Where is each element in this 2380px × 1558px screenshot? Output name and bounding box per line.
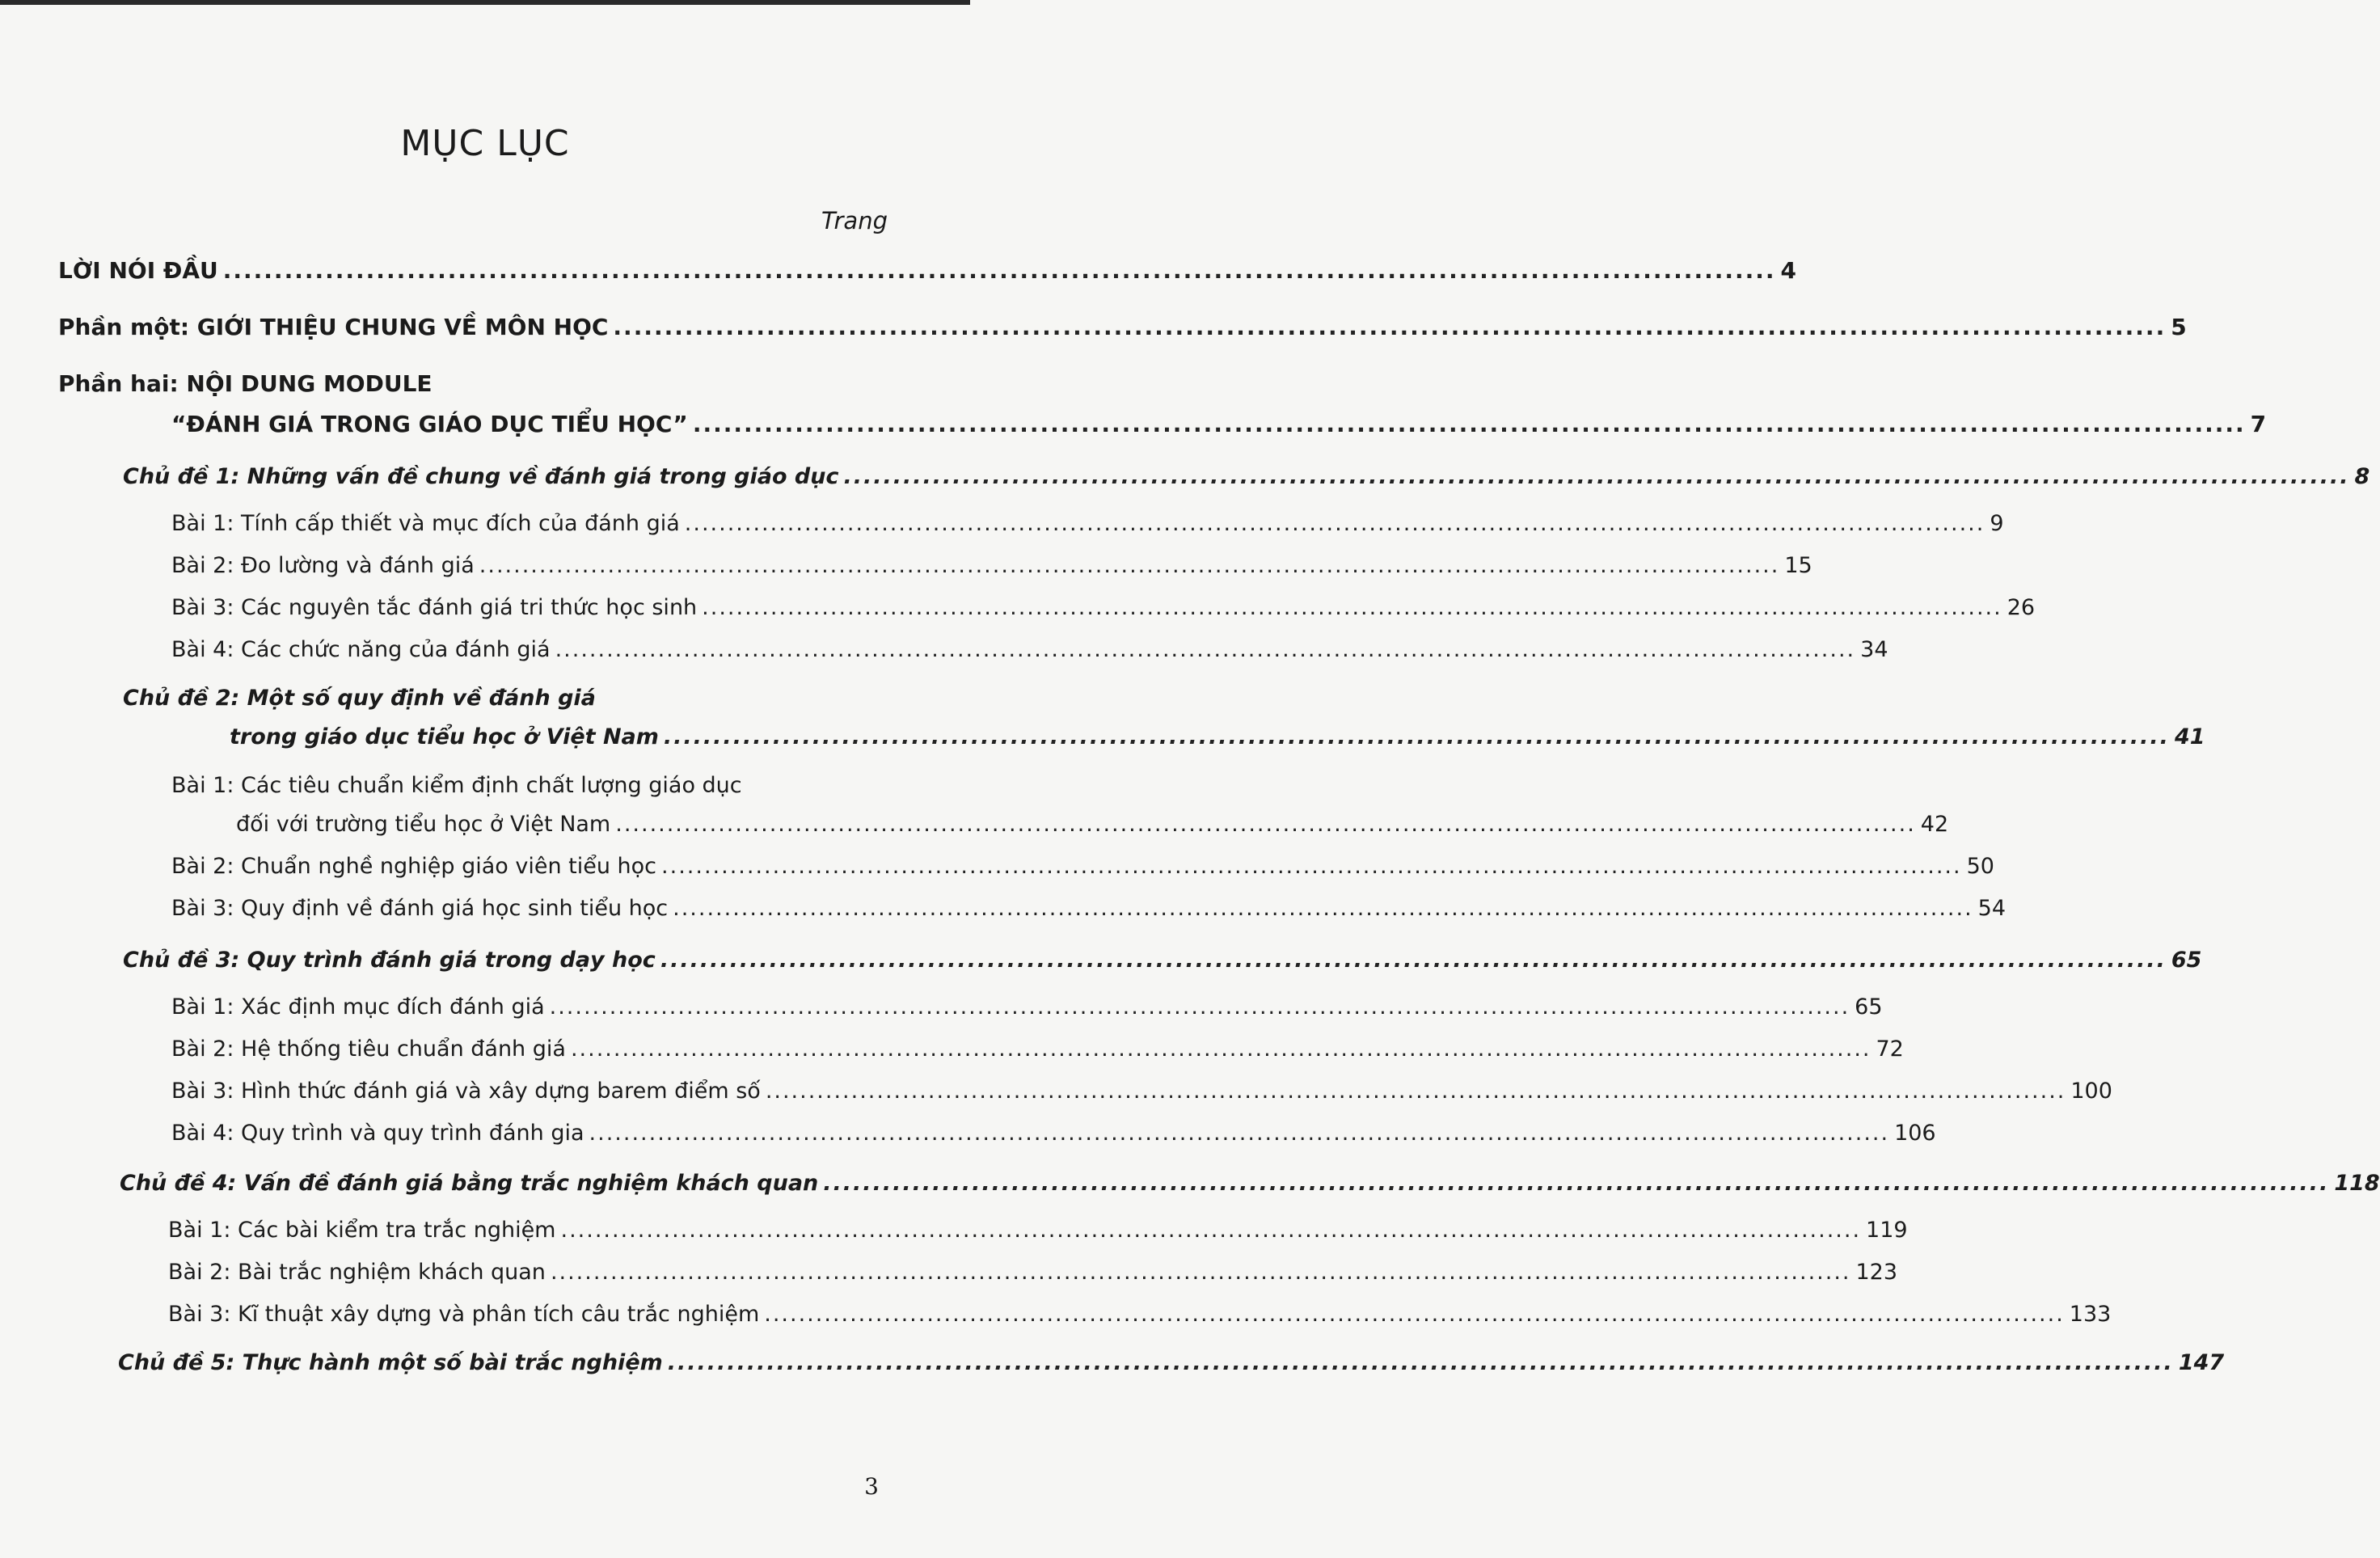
toc-entry-preface[interactable]	[58, 257, 1797, 284]
toc-entry-label: Chủ đề 5: Thực hành một số bài trắc nghiệm	[118, 1350, 663, 1375]
toc-entry-lesson[interactable]	[171, 511, 2004, 536]
toc-entry-topic-3[interactable]	[123, 948, 2202, 973]
leader-dots: ........................................................................................................................................................	[615, 812, 1916, 837]
toc-entry-page: 41	[2174, 724, 2205, 749]
leader-dots: ........................................................................................................................................................	[479, 553, 1780, 578]
toc-entry-page: 42	[1920, 812, 1949, 837]
leader-dots: ........................................................................................................................................................	[765, 1079, 2066, 1104]
leader-dots: ........................................................................................................................................................	[555, 637, 1856, 662]
toc-entry-label: Chủ đề 1: Những vấn đề chung về đánh giá trong giáo dục	[123, 464, 839, 489]
toc-entry-label: Phần một: GIỚI THIỆU CHUNG VỀ MÔN HỌC	[58, 314, 609, 340]
toc-entry-lesson[interactable]	[171, 595, 2036, 620]
toc-entry-lesson[interactable]	[171, 553, 1812, 578]
toc-entry-page: 34	[1860, 637, 1888, 662]
toc-entry-page: 106	[1894, 1121, 1936, 1146]
toc-entry-page: 72	[1876, 1037, 1904, 1062]
leader-dots: ........................................................................................................................................................	[661, 854, 1962, 879]
toc-entry-lesson[interactable]	[168, 1218, 1908, 1243]
leader-dots: ........................................................................................................................................................	[684, 511, 1985, 536]
toc-entry-label: Bài 2: Chuẩn nghề nghiệp giáo viên tiểu học	[171, 854, 657, 879]
leader-dots: ........................................................................................................................................................	[667, 1350, 2174, 1375]
toc-entry-page: 65	[1855, 994, 1883, 1020]
toc-entry-label: Bài 2: Hệ thống tiêu chuẩn đánh giá	[171, 1037, 566, 1062]
toc-entry-label: Bài 2: Bài trắc nghiệm khách quan	[168, 1260, 546, 1285]
leader-dots: ........................................................................................................................................................	[692, 411, 2246, 437]
leader-dots: ........................................................................................................................................................	[663, 724, 2170, 749]
leader-dots: ........................................................................................................................................................	[764, 1302, 2065, 1327]
toc-entry-topic-4[interactable]	[120, 1171, 2380, 1196]
toc-entry-label: Chủ đề 3: Quy trình đánh giá trong dạy học	[123, 948, 656, 973]
toc-entry-page: 8	[2354, 464, 2370, 489]
toc-entry-page: 147	[2178, 1350, 2225, 1375]
leader-dots: ........................................................................................................................................................	[702, 595, 2002, 620]
toc-entry-topic-2-cont[interactable]	[230, 724, 2205, 749]
page-title: MỤC LỤC	[400, 123, 570, 164]
toc-entry-lesson[interactable]	[168, 1302, 2112, 1327]
footer-page-number: 3	[864, 1473, 879, 1500]
toc-entry-label: trong giáo dục tiểu học ở Việt Nam	[230, 724, 659, 749]
toc-entry-page: 7	[2250, 411, 2267, 437]
toc-entry-label: đối với trường tiểu học ở Việt Nam	[236, 812, 611, 837]
leader-dots: ........................................................................................................................................................	[222, 257, 1776, 284]
toc-entry-topic-1[interactable]	[123, 464, 2370, 489]
toc-entry-topic-5[interactable]	[118, 1350, 2225, 1375]
toc-entry-page: 123	[1855, 1260, 1898, 1285]
toc-entry-part-two[interactable]: Phần hai: NỘI DUNG MODULE	[58, 370, 433, 397]
toc-entry-label: Bài 3: Hình thức đánh giá và xây dựng barem điểm số	[171, 1079, 761, 1104]
toc-entry-part-two-title[interactable]	[171, 411, 2267, 437]
leader-dots: ........................................................................................................................................................	[550, 1260, 1851, 1285]
toc-entry-lesson-cont[interactable]	[236, 812, 1949, 837]
toc-entry-lesson[interactable]	[171, 637, 1888, 662]
toc-entry-lesson[interactable]	[171, 994, 1883, 1020]
toc-entry-label: Bài 1: Tính cấp thiết và mục đích của đánh giá	[171, 511, 680, 536]
toc-entry-label: Bài 1: Xác định mục đích đánh giá	[171, 994, 545, 1020]
leader-dots: ........................................................................................................................................................	[560, 1218, 1862, 1243]
toc-entry-label: Bài 4: Các chức năng của đánh giá	[171, 637, 551, 662]
toc-entry-lesson[interactable]: Bài 1: Các tiêu chuẩn kiểm định chất lượng giáo dục	[171, 773, 742, 798]
toc-entry-page: 15	[1784, 553, 1812, 578]
toc-entry-page: 5	[2171, 314, 2187, 340]
toc-entry-label: Bài 1: Các bài kiểm tra trắc nghiệm	[168, 1218, 556, 1243]
toc-entry-page: 100	[2070, 1079, 2112, 1104]
toc-entry-label: Bài 4: Quy trình và quy trình đánh gia	[171, 1121, 584, 1146]
toc-entry-page: 9	[1990, 511, 2004, 536]
toc-entry-lesson[interactable]	[171, 1079, 2112, 1104]
toc-entry-page: 54	[1977, 896, 2007, 921]
toc-entry-lesson[interactable]	[171, 854, 1994, 879]
leader-dots: ........................................................................................................................................................	[589, 1121, 1890, 1146]
toc-entry-part-one[interactable]	[58, 314, 2187, 340]
toc-entry-lesson[interactable]	[171, 896, 2007, 921]
toc-entry-page: 133	[2069, 1302, 2112, 1327]
toc-entry-page: 4	[1780, 257, 1797, 284]
leader-dots: ........................................................................................................................................................	[843, 464, 2350, 489]
toc-entry-page: 118	[2334, 1171, 2380, 1196]
leader-dots: ........................................................................................................................................................	[823, 1171, 2330, 1196]
toc-entry-label: “ĐÁNH GIÁ TRONG GIÁO DỤC TIỂU HỌC”	[171, 411, 688, 437]
toc-entry-label: Bài 3: Các nguyên tắc đánh giá tri thức học sinh	[171, 595, 698, 620]
toc-entry-page: 26	[2007, 595, 2036, 620]
toc-entry-label: Chủ đề 4: Vấn đề đánh giá bằng trắc nghiệm khách quan	[120, 1171, 819, 1196]
toc-entry-page: 65	[2171, 948, 2202, 973]
leader-dots: ........................................................................................................................................................	[549, 994, 1850, 1020]
toc-entry-page: 50	[1966, 854, 1994, 879]
page-column-label: Trang	[821, 207, 888, 234]
toc-entry-label: Bài 3: Quy định về đánh giá học sinh tiểu học	[171, 896, 669, 921]
leader-dots: ........................................................................................................................................................	[570, 1037, 1872, 1062]
leader-dots: ........................................................................................................................................................	[613, 314, 2167, 340]
toc-entry-label: Bài 2: Đo lường và đánh giá	[171, 553, 475, 578]
toc-entry-label: Bài 3: Kĩ thuật xây dựng và phân tích câu trắc nghiệm	[168, 1302, 760, 1327]
toc-entry-lesson[interactable]	[171, 1121, 1936, 1146]
toc-entry-page: 119	[1866, 1218, 1908, 1243]
toc-entry-topic-2[interactable]: Chủ đề 2: Một số quy định về đánh giá	[123, 686, 596, 711]
toc-entry-lesson[interactable]	[168, 1260, 1898, 1285]
leader-dots: ........................................................................................................................................................	[660, 948, 2167, 973]
toc-entry-lesson[interactable]	[171, 1037, 1904, 1062]
leader-dots: ........................................................................................................................................................	[673, 896, 1973, 921]
toc-entry-label: LỜI NÓI ĐẦU	[58, 257, 218, 284]
